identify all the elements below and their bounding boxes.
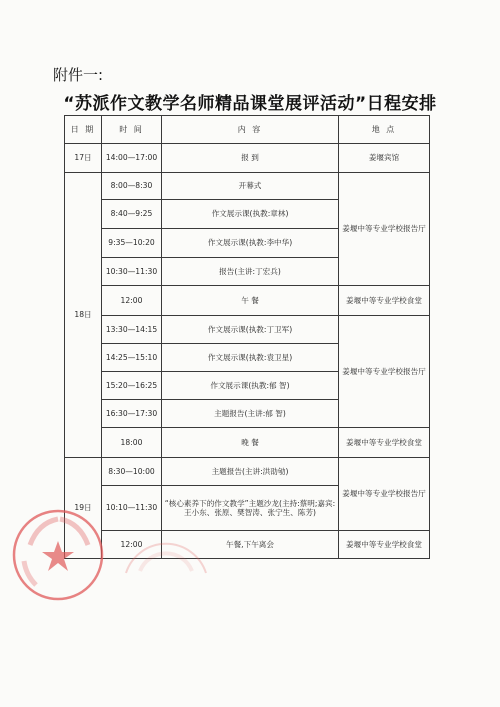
header-time: 时 间 [102, 116, 162, 144]
time-cell: 8:00—8:30 [102, 173, 162, 200]
time-cell: 10:30—11:30 [102, 258, 162, 286]
header-content: 内 容 [162, 116, 339, 144]
table-row [65, 458, 430, 486]
time-cell: 15:20—16:25 [102, 372, 162, 400]
annex-label: 附件一: [53, 66, 104, 84]
time-cell: 8:40—9:25 [102, 200, 162, 229]
table-row [65, 173, 430, 200]
location-cell: 姜堰中等专业学校食堂 [339, 531, 430, 559]
table-row [65, 144, 430, 173]
header-date: 日 期 [65, 116, 102, 144]
content-cell: 报告(主讲:丁宏兵) [162, 258, 339, 286]
header-row [65, 116, 430, 144]
location-cell: 姜堰中等专业学校报告厅 [339, 458, 430, 531]
location-cell: 姜堰中等专业学校食堂 [339, 286, 430, 316]
time-cell: 10:10—11:30 [102, 486, 162, 531]
content-cell: 作文展示课(执教:李中华) [162, 229, 339, 258]
content-cell: 午 餐 [162, 286, 339, 316]
content-cell: 作文展示课(执教:郁 智) [162, 372, 339, 400]
content-cell: 晚 餐 [162, 428, 339, 458]
page-title: “苏派作文教学名师精品课堂展评活动”日程安排 [63, 94, 437, 114]
time-cell: 14:25—15:10 [102, 344, 162, 372]
content-cell: 主题报告(主讲:郁 智) [162, 400, 339, 428]
time-cell: 9:35—10:20 [102, 229, 162, 258]
date-cell: 19日 [65, 458, 102, 559]
content-cell: 作文展示课(执教:丁卫军) [162, 316, 339, 344]
content-cell: 作文展示课(执教:袁卫星) [162, 344, 339, 372]
content-cell: 作文展示课(执教:章林) [162, 200, 339, 229]
content-cell: “核心素养下的作文教学”主题沙龙(主持:蔡明;嘉宾:王小东、张原、樊智涛、张宁生、陈芳) [162, 486, 339, 531]
content-cell: 午餐,下午离会 [162, 531, 339, 559]
date-cell: 18日 [65, 173, 102, 458]
content-cell: 开幕式 [162, 173, 339, 200]
date-cell: 17日 [65, 144, 102, 173]
faint-seal [120, 513, 212, 577]
table-row [65, 428, 430, 458]
location-cell: 姜堰中等专业学校报告厅 [339, 316, 430, 428]
time-cell: 14:00—17:00 [102, 144, 162, 173]
location-cell: 姜堰中等专业学校食堂 [339, 428, 430, 458]
header-location: 地 点 [339, 116, 430, 144]
official-seal [8, 505, 108, 605]
time-cell: 13:30—14:15 [102, 316, 162, 344]
time-cell: 12:00 [102, 286, 162, 316]
time-cell: 16:30—17:30 [102, 400, 162, 428]
table-row [65, 286, 430, 316]
schedule-table [64, 115, 430, 559]
location-cell: 姜堰中等专业学校报告厅 [339, 173, 430, 286]
content-cell: 主题报告(主讲:洪劭劬) [162, 458, 339, 486]
content-cell: 报 到 [162, 144, 339, 173]
location-cell: 姜堰宾馆 [339, 144, 430, 173]
time-cell: 12:00 [102, 531, 162, 559]
time-cell: 8:30—10:00 [102, 458, 162, 486]
table-row [65, 316, 430, 344]
time-cell: 18:00 [102, 428, 162, 458]
